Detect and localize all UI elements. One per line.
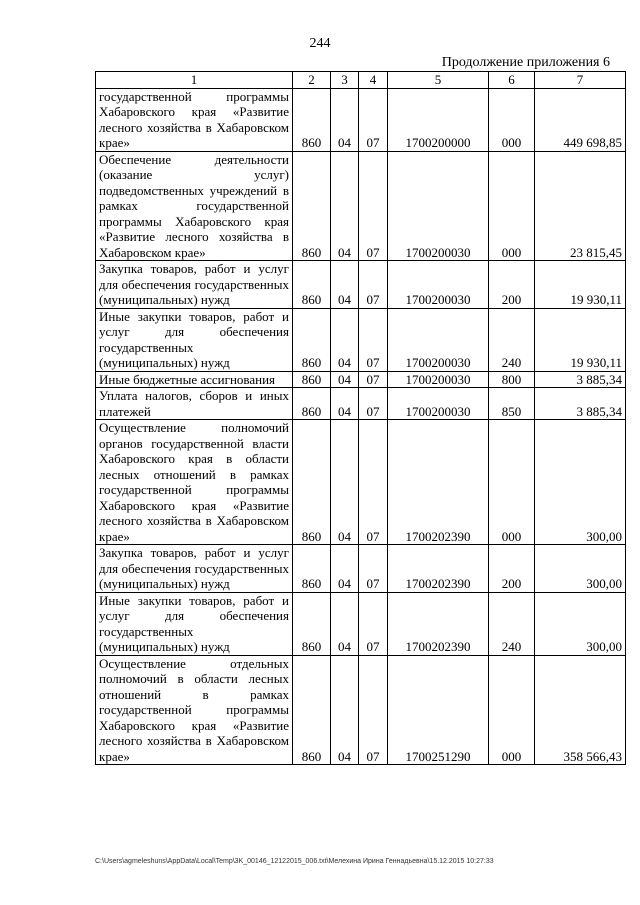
section-code-cell: 04: [331, 592, 359, 655]
ministry-code-cell: 860: [293, 420, 331, 545]
subsection-code-cell: 07: [359, 592, 388, 655]
subsection-code-cell: 07: [359, 88, 388, 151]
ministry-code-cell: 860: [293, 388, 331, 420]
expense-type-cell: 850: [489, 388, 535, 420]
table-row: [96, 545, 626, 593]
column-header: 4: [359, 72, 388, 89]
page-number: 244: [309, 36, 331, 51]
expense-type-cell: 800: [489, 371, 535, 388]
expense-name-cell: Иные закупки товаров, работ и услуг для обеспечения государственных (муниципальных) нужд: [96, 308, 293, 371]
table-header-row: [96, 72, 626, 89]
ministry-code-cell: 860: [293, 371, 331, 388]
file-path-footer: C:\Users\agmeleshuns\AppData\Local\Temp\3K_00146_12122015_006.txt\Мелехина Ирина Геннадьевна\15.12.2015 10:27:33: [95, 858, 494, 865]
ministry-code-cell: 860: [293, 261, 331, 309]
expense-name-cell: Уплата налогов, сборов и иных платежей: [96, 388, 293, 420]
expense-type-cell: 000: [489, 420, 535, 545]
amount-cell: 300,00: [535, 592, 626, 655]
target-article-cell: 1700202390: [388, 592, 489, 655]
expense-type-cell: 200: [489, 261, 535, 309]
column-header: 3: [331, 72, 359, 89]
table-row: [96, 308, 626, 371]
amount-cell: 300,00: [535, 420, 626, 545]
table-row: [96, 388, 626, 420]
expense-type-cell: 000: [489, 151, 535, 261]
target-article-cell: 1700200030: [388, 308, 489, 371]
target-article-cell: 1700200000: [388, 88, 489, 151]
amount-cell: 19 930,11: [535, 308, 626, 371]
table-row: [96, 261, 626, 309]
section-code-cell: 04: [331, 388, 359, 420]
ministry-code-cell: 860: [293, 151, 331, 261]
column-header: 1: [96, 72, 293, 89]
ministry-code-cell: 860: [293, 308, 331, 371]
table-row: [96, 371, 626, 388]
expense-name-cell: государственной программы Хабаровского края «Развитие лесного хозяйства в Хабаровском крае»: [96, 88, 293, 151]
expense-name-cell: Осуществление полномочий органов государственной власти Хабаровского края в области лесных отношений в рамках государственной программы Хабаровского края «Развитие лесного хозяйства в Хабаровском крае»: [96, 420, 293, 545]
budget-table: [95, 71, 626, 765]
expense-name-cell: Иные бюджетные ассигнования: [96, 371, 293, 388]
column-header: 6: [489, 72, 535, 89]
amount-cell: 3 885,34: [535, 371, 626, 388]
ministry-code-cell: 860: [293, 88, 331, 151]
expense-type-cell: 000: [489, 88, 535, 151]
target-article-cell: 1700251290: [388, 655, 489, 765]
amount-cell: 19 930,11: [535, 261, 626, 309]
column-header: 2: [293, 72, 331, 89]
target-article-cell: 1700202390: [388, 420, 489, 545]
amount-cell: 449 698,85: [535, 88, 626, 151]
table-row: [96, 88, 626, 151]
amount-cell: 23 815,45: [535, 151, 626, 261]
expense-name-cell: Обеспечение деятельности (оказание услуг) подведомственных учреждений в рамках государственной программы Хабаровского края «Развитие лесного хозяйства в Хабаровском крае»: [96, 151, 293, 261]
amount-cell: 300,00: [535, 545, 626, 593]
section-code-cell: 04: [331, 420, 359, 545]
table-row: [96, 655, 626, 765]
ministry-code-cell: 860: [293, 545, 331, 593]
table-body: [96, 88, 626, 765]
amount-cell: 358 566,43: [535, 655, 626, 765]
subsection-code-cell: 07: [359, 261, 388, 309]
table-row: [96, 420, 626, 545]
expense-name-cell: Закупка товаров, работ и услуг для обеспечения государственных (муниципальных) нужд: [96, 545, 293, 593]
expense-type-cell: 240: [489, 592, 535, 655]
column-header: 7: [535, 72, 626, 89]
expense-name-cell: Закупка товаров, работ и услуг для обеспечения государственных (муниципальных) нужд: [96, 261, 293, 309]
subsection-code-cell: 07: [359, 308, 388, 371]
expense-type-cell: 000: [489, 655, 535, 765]
subsection-code-cell: 07: [359, 420, 388, 545]
section-code-cell: 04: [331, 151, 359, 261]
ministry-code-cell: 860: [293, 592, 331, 655]
expense-name-cell: Иные закупки товаров, работ и услуг для обеспечения государственных (муниципальных) нужд: [96, 592, 293, 655]
target-article-cell: 1700200030: [388, 371, 489, 388]
section-code-cell: 04: [331, 261, 359, 309]
subsection-code-cell: 07: [359, 151, 388, 261]
expense-type-cell: 240: [489, 308, 535, 371]
expense-name-cell: Осуществление отдельных полномочий в области лесных отношений в рамках государственной программы Хабаровского края «Развитие лесного хозяйства в Хабаровском крае»: [96, 655, 293, 765]
target-article-cell: 1700202390: [388, 545, 489, 593]
subsection-code-cell: 07: [359, 371, 388, 388]
section-code-cell: 04: [331, 88, 359, 151]
table-row: [96, 151, 626, 261]
section-code-cell: 04: [331, 655, 359, 765]
appendix-continuation-label: Продолжение приложения 6: [441, 55, 610, 70]
target-article-cell: 1700200030: [388, 388, 489, 420]
target-article-cell: 1700200030: [388, 151, 489, 261]
table-row: [96, 592, 626, 655]
target-article-cell: 1700200030: [388, 261, 489, 309]
amount-cell: 3 885,34: [535, 388, 626, 420]
subsection-code-cell: 07: [359, 388, 388, 420]
column-header: 5: [388, 72, 489, 89]
subsection-code-cell: 07: [359, 545, 388, 593]
section-code-cell: 04: [331, 308, 359, 371]
section-code-cell: 04: [331, 371, 359, 388]
section-code-cell: 04: [331, 545, 359, 593]
expense-type-cell: 200: [489, 545, 535, 593]
ministry-code-cell: 860: [293, 655, 331, 765]
subsection-code-cell: 07: [359, 655, 388, 765]
